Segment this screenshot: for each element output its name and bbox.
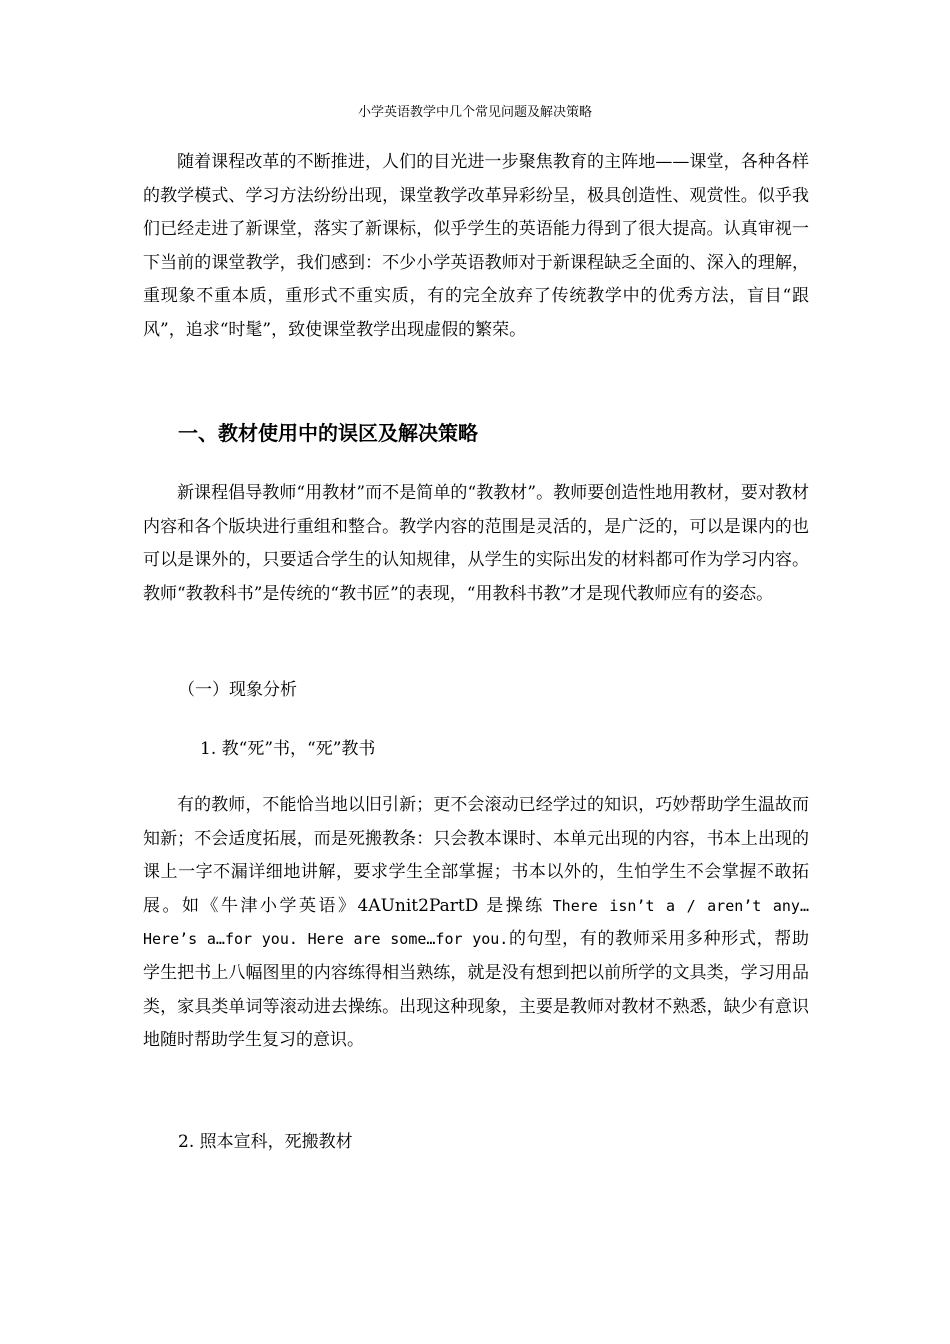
item1-heading: 1. 教“死”书，“死”教书 xyxy=(200,739,376,759)
item1-block xyxy=(143,789,809,1058)
subsection-heading: （一）现象分析 xyxy=(178,680,297,700)
item1-paragraph xyxy=(143,789,809,1058)
section1-paragraph: 新课程倡导教师“用教材”而不是简单的“教教材”。教师要创造性地用教材，要对教材内容和各个版块进行重组和整合。教学内容的范围是灵活的，是广泛的，可以是课内的也可以是课外的，只要适合学生的认知规律，从学生的实际出发的材料都可作为学习内容。教师“教教科书”是传统的“教书匠”的表现，“用教科书教”才是现代教师应有的姿态。 xyxy=(143,483,809,604)
item1-english-sentences: There isn’t a / aren’t any… Here’s a…for you. Here are some…for you. xyxy=(143,896,809,949)
intro-block xyxy=(143,146,809,348)
document-title: 小学英语教学中几个常见问题及解决策略 xyxy=(357,105,592,120)
item1-text-part2: 的句型，有的教师采用多种形式，帮助学生把书上八幅图里的内容练得相当熟练，就是没有想到把以前所学的文具类，学习用品类，家具类单词等滚动进去操练。出现这种现象，主要是教师对教材不熟悉，缺少有意识地随时帮助学生复习的意识。 xyxy=(143,929,809,1051)
section1-block xyxy=(143,477,809,611)
item1-text-part1: 有的教师，不能恰当地以旧引新；更不会滚动已经学过的知识，巧妙帮助学生温故而知新；不会适度拓展，而是死搬教条：只会教本课时、本单元出现的内容，书本上出现的课上一字不漏详细地讲解，要求学生全部掌握；书本以外的，生怕学生不会掌握不敢拓展。如《牛津小学英语》4AUnit2PartD 是操练 xyxy=(143,795,809,916)
section-heading: 一、教材使用中的误区及解决策略 xyxy=(178,421,478,445)
item2-heading: 2. 照本宣科，死搬教材 xyxy=(178,1132,353,1152)
intro-paragraph: 随着课程改革的不断推进，人们的目光进一步聚焦教育的主阵地——课堂，各种各样的教学模式、学习方法纷纷出现，课堂教学改革异彩纷呈，极具创造性、观赏性。似乎我们已经走进了新课堂，落实了新课标，似乎学生的英语能力得到了很大提高。认真审视一下当前的课堂教学，我们感到：不少小学英语教师对于新课程缺乏全面的、深入的理解，重现象不重本质，重形式不重实质，有的完全放弃了传统教学中的优秀方法，盲目“跟风”，追求“时髦”，致使课堂教学出现虚假的繁荣。 xyxy=(143,152,809,340)
